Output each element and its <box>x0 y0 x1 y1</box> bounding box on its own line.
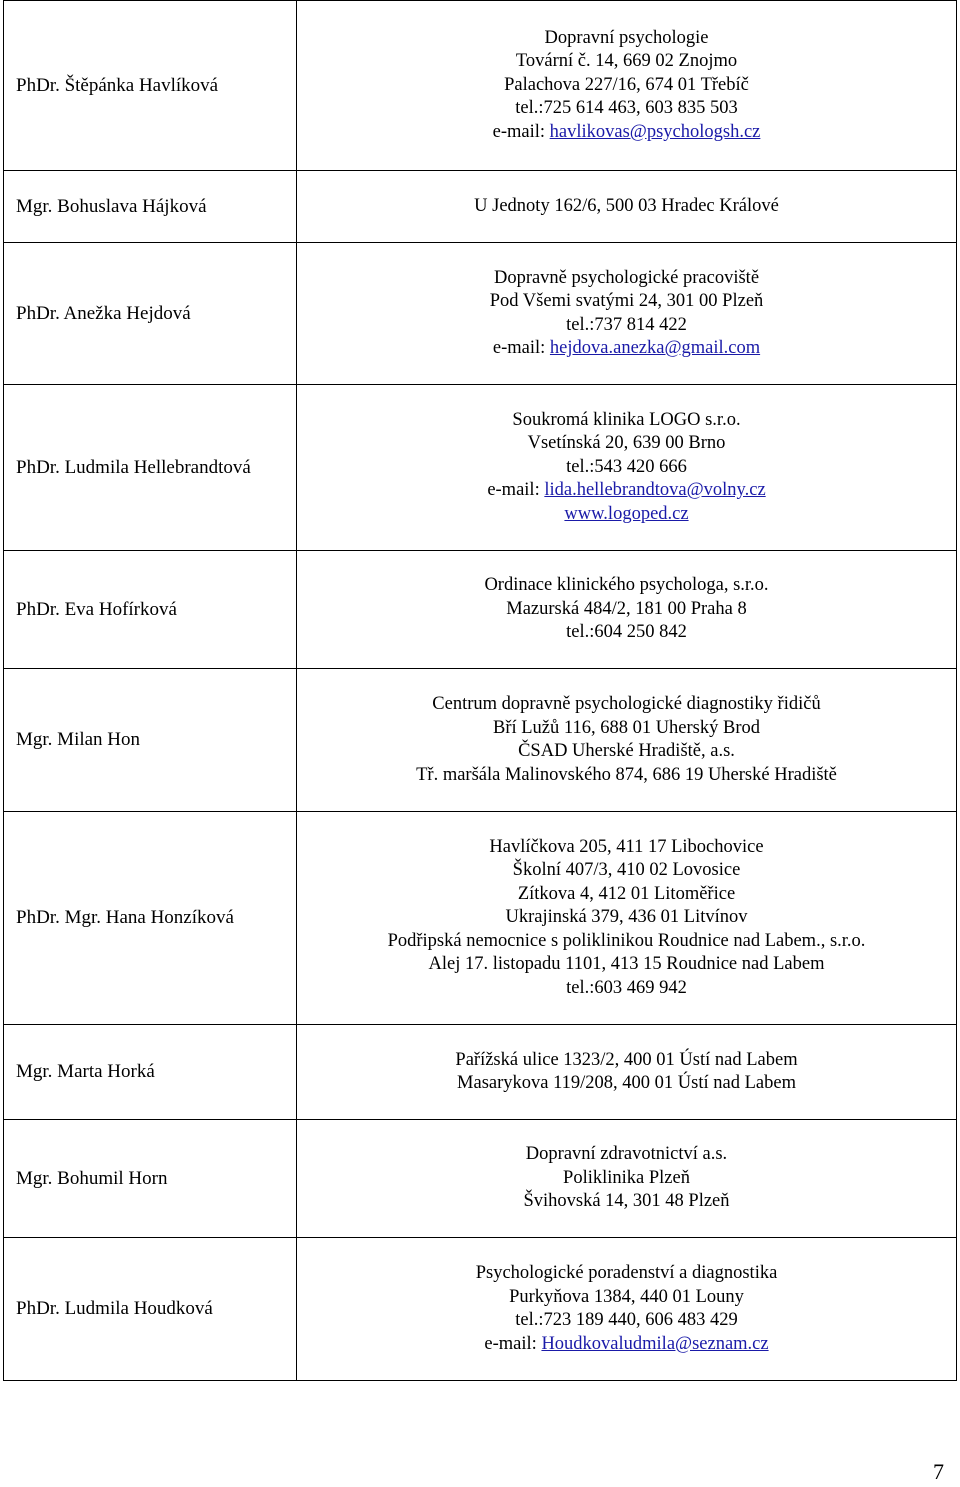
person-name: Mgr. Bohumil Horn <box>4 1120 297 1238</box>
email-label: e-mail: <box>487 480 545 501</box>
contact-info <box>297 669 957 812</box>
contact-line: tel.:604 250 842 <box>566 622 687 643</box>
contact-line: Školní 407/3, 410 02 Lovosice <box>512 860 741 881</box>
contact-line: tel.:543 420 666 <box>566 456 687 477</box>
page-number: 7 <box>933 1459 944 1484</box>
person-name: PhDr. Mgr. Hana Honzíková <box>4 812 297 1025</box>
email-link[interactable]: hejdova.anezka@gmail.com <box>549 338 761 358</box>
email-line <box>297 337 956 361</box>
contact-line: Palachova 227/16, 674 01 Třebíč <box>504 74 749 95</box>
table-row <box>4 1 957 171</box>
web-line <box>297 503 956 527</box>
contact-line: Tovární č. 14, 669 02 Znojmo <box>515 51 738 72</box>
table-row <box>4 1025 957 1120</box>
contact-line: Dopravní psychologie <box>544 27 709 48</box>
contact-info <box>297 812 957 1025</box>
contact-line: Psychologické poradenství a diagnostika <box>475 1263 778 1283</box>
contact-line: Švihovská 14, 301 48 Plzeň <box>523 1191 730 1212</box>
contact-info <box>297 1 957 171</box>
contact-info <box>297 385 957 551</box>
contact-line: tel.:603 469 942 <box>566 977 687 998</box>
contact-line: Bří Lužů 116, 688 01 Uherský Brod <box>492 717 761 738</box>
directory-body <box>4 1 957 1381</box>
person-name: PhDr. Ludmila Hellebrandtová <box>4 385 297 551</box>
person-name: PhDr. Anežka Hejdová <box>4 243 297 385</box>
contact-line: Dopravně psychologické pracoviště <box>493 267 760 288</box>
contact-line: Purkyňova 1384, 440 01 Louny <box>509 1286 744 1307</box>
contact-info <box>297 243 957 385</box>
email-label: e-mail: <box>492 338 550 358</box>
person-name: Mgr. Bohuslava Hájková <box>4 171 297 243</box>
contact-line: Soukromá klinika LOGO s.r.o. <box>512 409 741 430</box>
table-row <box>4 243 957 385</box>
contact-info <box>297 1025 957 1120</box>
contact-info <box>297 1120 957 1238</box>
table-row <box>4 171 957 243</box>
email-link[interactable]: lida.hellebrandtova@volny.cz <box>544 480 766 501</box>
contact-line: Pod Všemi svatými 24, 301 00 Plzeň <box>489 291 764 311</box>
contact-line: tel.:737 814 422 <box>566 314 687 335</box>
person-name: PhDr. Ludmila Houdková <box>4 1238 297 1381</box>
contact-line: Ordinace klinického psychologa, s.r.o. <box>484 575 769 596</box>
contact-line: Alej 17. listopadu 1101, 413 15 Roudnice nad Labem <box>428 954 825 975</box>
contact-line: Masarykova 119/208, 400 01 Ústí nad Labem <box>457 1073 796 1093</box>
contact-line: Tř. maršála Malinovského 874, 686 19 Uherské Hradiště <box>416 764 837 785</box>
contact-line: tel.:725 614 463, 603 835 503 <box>515 98 738 119</box>
email-label: e-mail: <box>492 121 550 142</box>
directory-table <box>3 0 957 1381</box>
table-row <box>4 812 957 1025</box>
contact-info <box>297 551 957 669</box>
contact-line: Poliklinika Plzeň <box>563 1167 690 1188</box>
contact-line: Pařížská ulice 1323/2, 400 01 Ústí nad Labem <box>455 1049 798 1070</box>
table-row <box>4 1238 957 1381</box>
contact-line: Havlíčkova 205, 411 17 Libochovice <box>489 836 764 857</box>
contact-line: ČSAD Uherské Hradiště, a.s. <box>518 741 735 761</box>
contact-line: Mazurská 484/2, 181 00 Praha 8 <box>506 598 747 619</box>
table-row <box>4 669 957 812</box>
contact-line: Vsetínská 20, 639 00 Brno <box>527 433 726 454</box>
contact-line: Centrum dopravně psychologické diagnostiky řidičů <box>432 694 821 714</box>
contact-line: Ukrajinská 379, 436 01 Litvínov <box>505 907 748 928</box>
table-row <box>4 551 957 669</box>
person-name: Mgr. Milan Hon <box>4 669 297 812</box>
email-line <box>297 1333 956 1357</box>
website-link[interactable]: www.logoped.cz <box>564 503 689 524</box>
contact-line: Dopravní zdravotnictví a.s. <box>525 1144 728 1165</box>
email-line <box>297 121 956 145</box>
email-link[interactable]: Houdkovaludmila@seznam.cz <box>541 1333 769 1354</box>
contact-info <box>297 171 957 243</box>
contact-info <box>297 1238 957 1381</box>
table-row <box>4 385 957 551</box>
contact-line: Podřipská nemocnice s poliklinikou Roudnice nad Labem., s.r.o. <box>387 930 866 951</box>
contact-line: U Jednoty 162/6, 500 03 Hradec Králové <box>474 195 779 216</box>
email-line <box>297 479 956 503</box>
person-name: Mgr. Marta Horká <box>4 1025 297 1120</box>
table-row <box>4 1120 957 1238</box>
person-name: PhDr. Eva Hofírková <box>4 551 297 669</box>
contact-line: tel.:723 189 440, 606 483 429 <box>515 1310 738 1330</box>
person-name: PhDr. Štěpánka Havlíková <box>4 1 297 171</box>
email-label: e-mail: <box>484 1333 542 1354</box>
email-link[interactable]: havlikovas@psychologsh.cz <box>549 121 761 142</box>
contact-line: Zítkova 4, 412 01 Litoměřice <box>517 883 736 904</box>
